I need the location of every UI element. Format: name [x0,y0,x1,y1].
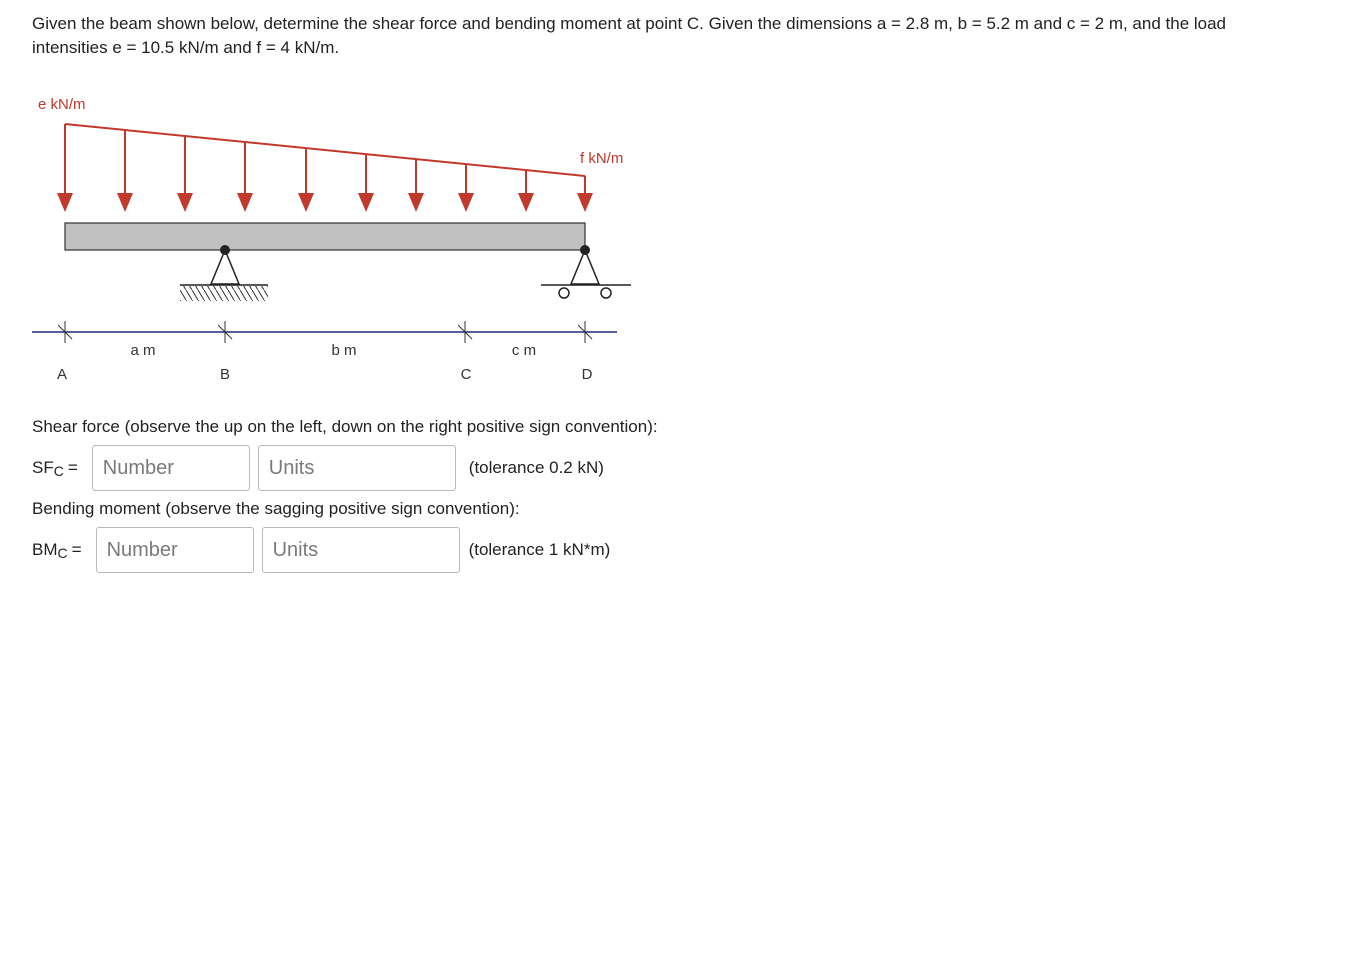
moment-label: $BM_C$ [32,540,68,561]
dimension-line [32,321,617,343]
beam-diagram [0,80,700,390]
point-a-label: A [56,366,68,383]
load-arrow-head [57,193,73,212]
shear-tolerance: (tolerance 0.2 kN) [468,458,604,477]
load-arrow-head [518,193,534,212]
beam [65,223,585,250]
shear-units-input[interactable] [258,445,456,491]
shear-equals: = [67,458,78,477]
moment-units-input[interactable] [262,527,460,573]
moment-equals: = [71,540,82,559]
moment-tolerance: (tolerance 1 kN*m) [468,540,611,559]
dim-b-label: b m [331,342,357,359]
load-left-label: e kN/m [38,96,86,113]
load-arrow-head [577,193,593,212]
point-d-label: D [581,366,593,383]
dim-c-label: c m [511,342,537,359]
moment-instruction: Bending moment (observe the sagging positive sign convention): [32,499,520,518]
load-arrow-head [117,193,133,212]
question-text: Given the beam shown below, determine the shear force and bending moment at point C. Given the dimensions a = 2.8 m, b = 5.2 m and c = 2 m, and the load intensities e = 10.5 kN/m and f = 4 kN/m. [32,14,1227,57]
load-arrow-head [298,193,314,212]
load-arrow-head [177,193,193,212]
moment-answer-row [32,527,610,573]
shear-answer-row [32,445,604,491]
shear-number-input[interactable] [92,445,250,491]
load-arrow-head [458,193,474,212]
load-arrow-head [237,193,253,212]
shear-instruction: Shear force (observe the up on the left, down on the right positive sign convention): [32,417,658,436]
point-c-label: C [460,366,472,383]
load-top-line [65,124,585,176]
dim-a-label: a m [130,342,156,359]
load-arrow-head [408,193,424,212]
roller-support [541,245,631,298]
shear-label: $SF_C$ [32,458,64,479]
load-right-label: f kN/m [580,150,624,167]
pin-support [180,245,268,301]
moment-number-input[interactable] [96,527,254,573]
point-b-label: B [219,366,231,383]
load-arrow-head [358,193,374,212]
